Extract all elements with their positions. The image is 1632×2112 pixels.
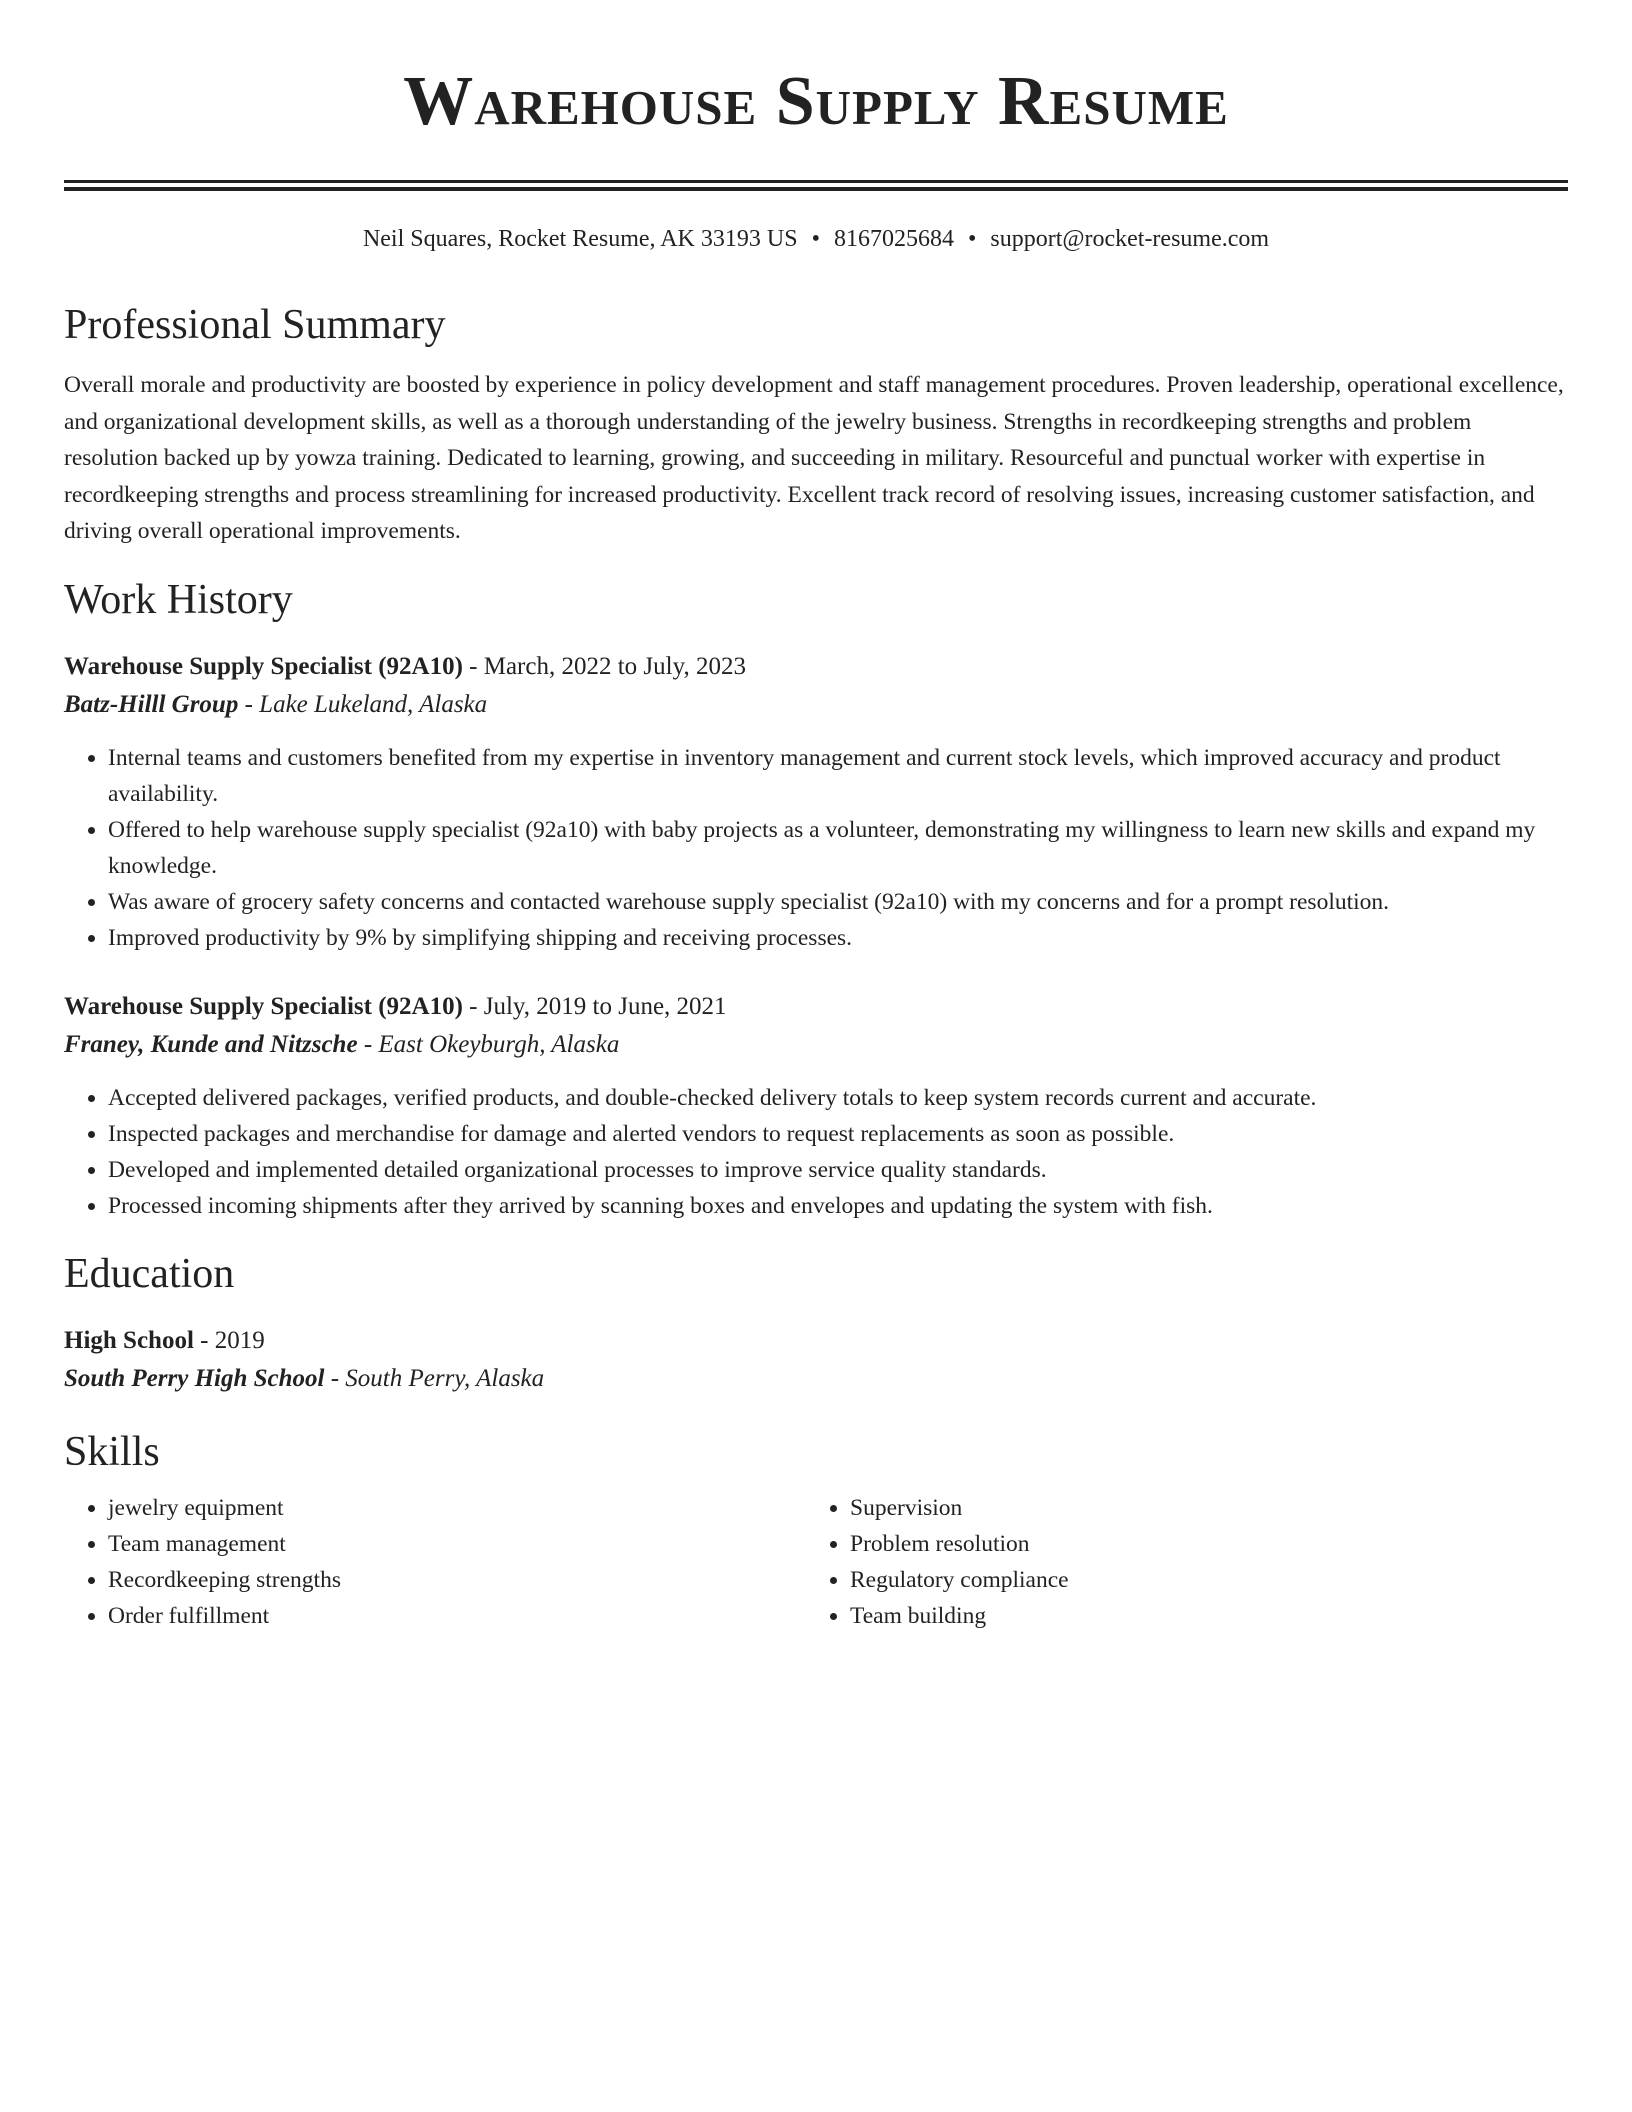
- list-item: • Improved productivity by 9% by simplifying shipping and receiving processes.: [108, 920, 1568, 956]
- list-item: • Was aware of grocery safety concerns and contacted warehouse supply specialist (92a10) with my concerns and for a prompt resolution.: [108, 884, 1568, 920]
- list-item: • Regulatory compliance: [850, 1562, 1548, 1598]
- employer-line: [64, 1026, 1568, 1064]
- job-bullets: [64, 740, 1568, 956]
- resume-title: Warehouse Supply Resume: [403, 63, 1229, 140]
- employer-location: - East Okeyburgh, Alaska: [357, 1030, 620, 1058]
- job-bullets: [64, 1080, 1568, 1224]
- contact-email: support@rocket-resume.com: [990, 226, 1270, 252]
- education-heading: Education: [64, 1250, 235, 1297]
- list-item: • Developed and implemented detailed organizational processes to improve service quality standards.: [108, 1152, 1568, 1188]
- skills-grid: [64, 1490, 1568, 1634]
- job-title: Warehouse Supply Specialist (92A10): [64, 992, 463, 1020]
- skills-heading: Skills: [64, 1428, 160, 1475]
- school-location: - South Perry, Alaska: [324, 1364, 545, 1392]
- list-item: • Problem resolution: [850, 1526, 1548, 1562]
- list-item: • Team management: [108, 1526, 806, 1562]
- degree-year: - 2019: [193, 1326, 265, 1354]
- list-item: • Recordkeeping strengths: [108, 1562, 806, 1598]
- job-entry: [64, 988, 1568, 1224]
- title-double-rule: [64, 180, 1568, 191]
- employer-location: - Lake Lukeland, Alaska: [238, 690, 488, 718]
- degree-name: High School: [64, 1326, 194, 1354]
- employer-line: [64, 686, 1568, 724]
- degree-line: [64, 1322, 1568, 1360]
- contact-address: Neil Squares, Rocket Resume, AK 33193 US: [362, 226, 798, 252]
- list-item: • Team building: [850, 1598, 1548, 1634]
- summary-heading: Professional Summary: [64, 302, 446, 348]
- list-item: • Supervision: [850, 1490, 1548, 1526]
- job-dates: - July, 2019 to June, 2021: [462, 992, 727, 1020]
- summary-text: Overall morale and productivity are boosted by experience in policy development and staff management procedures. Proven leadership, operational excellence, and organizational development skills, as well as a thorough understanding of the jewelry business. Strengths in recordkeeping strengths and problem resolution backed up by yowza training. Dedicated to learning, growing, and succeeding in military. Resourceful and punctual worker with expertise in recordkeeping strengths and process streamlining for increased productivity. Excellent track record of resolving issues, increasing customer satisfaction, and driving overall operational improvements.: [64, 372, 1564, 544]
- employer-name: Franey, Kunde and Nitzsche: [64, 1030, 358, 1058]
- contact-phone: 8167025684: [833, 226, 954, 252]
- employer-name: Batz-Hilll Group: [64, 690, 239, 718]
- job-title-line: [64, 648, 1568, 686]
- job-dates: - March, 2022 to July, 2023: [462, 652, 746, 680]
- list-item: • jewelry equipment: [108, 1490, 806, 1526]
- skills-column-right: [806, 1490, 1548, 1634]
- skills-column-left: [64, 1490, 806, 1634]
- list-item: • Internal teams and customers benefited from my expertise in inventory management and current stock levels, which improved accuracy and product availability.: [108, 740, 1568, 812]
- contact-separator: •: [811, 226, 820, 252]
- school-name: South Perry High School: [64, 1364, 325, 1392]
- job-entry: [64, 648, 1568, 956]
- list-item: • Offered to help warehouse supply specialist (92a10) with baby projects as a volunteer, demonstrating my willingness to learn new skills and expand my knowledge.: [108, 812, 1568, 884]
- list-item: • Accepted delivered packages, verified products, and double-checked delivery totals to keep system records current and accurate.: [108, 1080, 1568, 1116]
- education-entry: [64, 1322, 1568, 1398]
- list-item: • Inspected packages and merchandise for damage and alerted vendors to request replacements as soon as possible.: [108, 1116, 1568, 1152]
- work-history-heading: Work History: [64, 576, 293, 623]
- job-title: Warehouse Supply Specialist (92A10): [64, 652, 463, 680]
- list-item: • Order fulfillment: [108, 1598, 806, 1634]
- job-title-line: [64, 988, 1568, 1026]
- list-item: • Processed incoming shipments after they arrived by scanning boxes and envelopes and updating the system with fish.: [108, 1188, 1568, 1224]
- school-line: [64, 1360, 1568, 1398]
- contact-line: [64, 223, 1568, 255]
- contact-separator: •: [967, 226, 977, 252]
